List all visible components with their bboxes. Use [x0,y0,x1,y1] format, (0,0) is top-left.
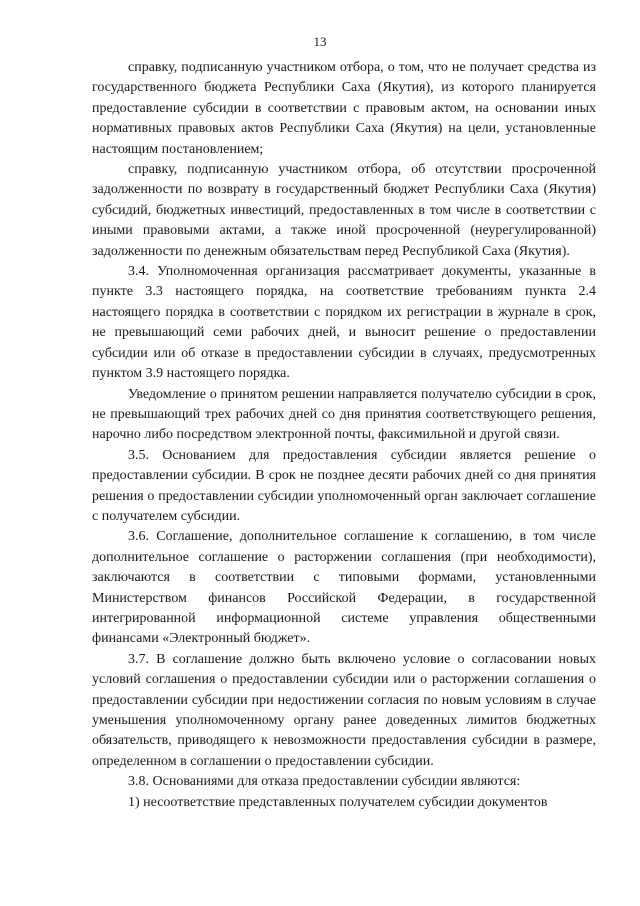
paragraph: 1) несоответствие представленных получателем субсидии документов [128,794,548,810]
page-number: 13 [313,34,327,49]
paragraph: 3.5. Основанием для предоставления субсидии является решение о предоставлении субсидии. В срок не позднее десяти рабочих дней со дня принятия решения о предоставлении субсидии уполномоченный орган заключает соглашение с получателем субсидии. [92,447,596,524]
paragraph: 3.7. В соглашение должно быть включено условие о согласовании новых условий соглашения о предоставлении субсидии или о расторжении соглашения о предоставлении субсидии при недостижении согласия по новым условиям в случае уменьшения уполномоченному органу ранее доведенных лимитов бюджетных обязательств, приводящего к невозможности предоставления субсидии в размере, определенном в соглашении о предоставлении субсидии. [92,651,596,769]
paragraph: справку, подписанную участником отбора, об отсутствии просроченной задолженности по возврату в государственный бюджет Республики Саха (Якутия) субсидий, бюджетных инвестиций, предоставленных в том числе в соответствии с иными правовыми актами, а также иной просроченной (неурегулированной) задолженности по денежным обязательствам перед Республикой Саха (Якутия). [92,162,596,259]
document-body [92,58,596,813]
paragraph: 3.8. Основаниями для отказа предоставлении субсидии являются: [128,774,521,790]
paragraph: 3.4. Уполномоченная организация рассматривает документы, указанные в пункте 3.3 настоящего порядка, на соответствие требованиям пункта 2.4 настоящего порядка в соответствии с порядком их регистрации в журнале в срок, не превышающий семи рабочих дней, и выносит решение о предоставлении субсидии или об отказе в предоставлении субсидии в случаях, предусмотренных пунктом 3.9 настоящего порядка. [92,264,596,382]
paragraph: справку, подписанную участником отбора, о том, что не получает средства из государственного бюджета Республики Саха (Якутия), из которого планируется предоставление субсидии в соответствии с правовым актом, на основании иных нормативных правовых актов Республики Саха (Якутия) на цели, установленные настоящим постановлением; [92,60,596,157]
paragraph: Уведомление о принятом решении направляется получателю субсидии в срок, не превышающий трех рабочих дней со дня принятия соответствующего решения, нарочно либо посредством электронной почты, факсимильной и другой связи. [92,386,596,443]
paragraph: 3.6. Соглашение, дополнительное соглашение к соглашению, в том числе дополнительное соглашение о расторжении соглашения (при необходимости), заключаются в соответствии с типовыми формами, установленными Министерством финансов Российской Федерации, в государственной интегрированной информационной системе управления общественными финансами «Электронный бюджет». [92,529,596,647]
